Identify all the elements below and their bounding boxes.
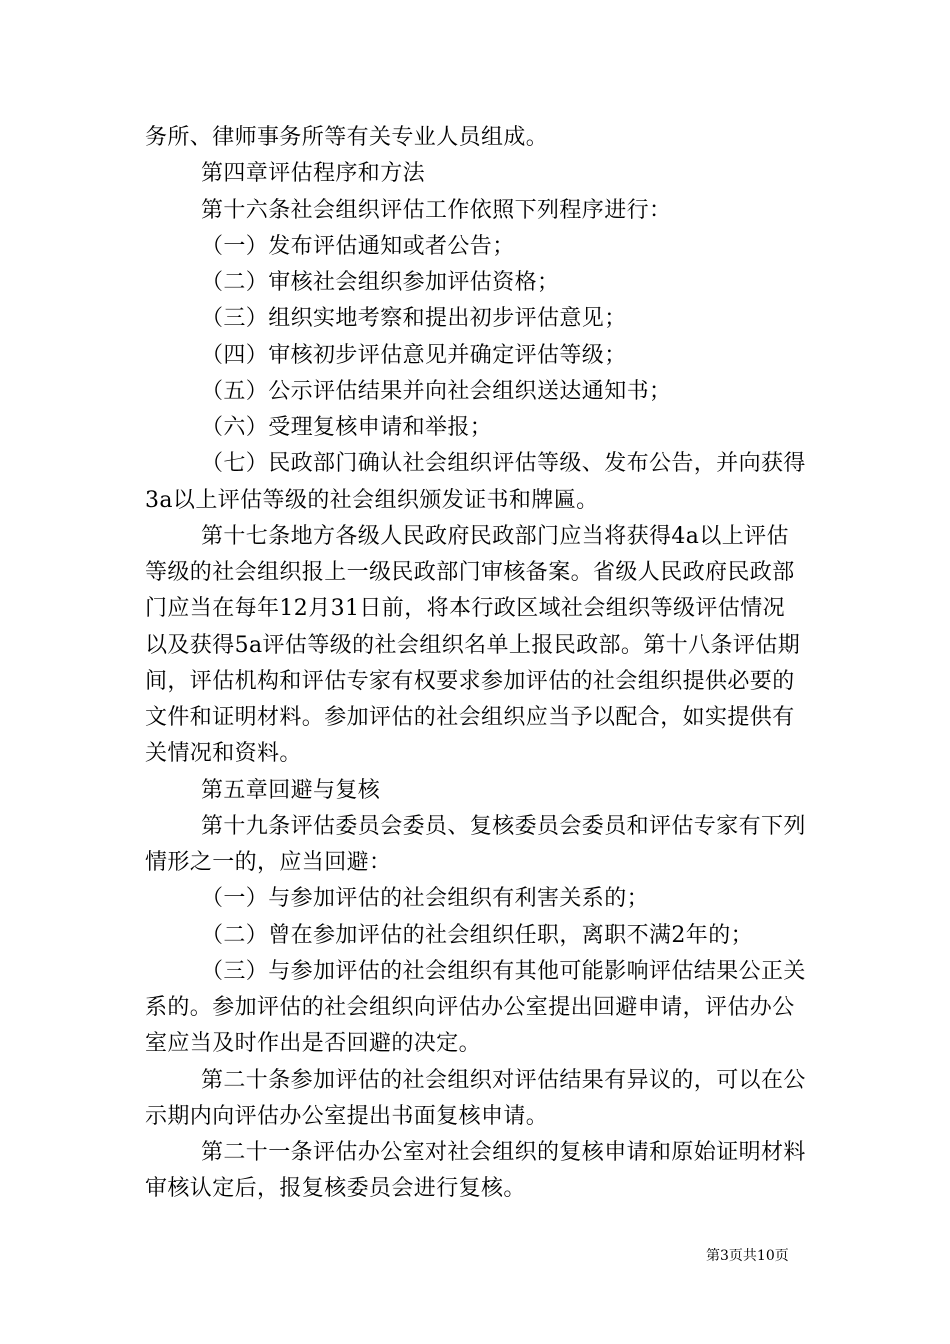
list-item: （三）与参加评估的社会组织有其他可能影响评估结果公正关 — [201, 959, 806, 984]
page-number: 第3页共10页 — [706, 1248, 789, 1264]
article-text: 第二十一条评估办公室对社会组织的复核申请和原始证明材料 — [201, 1140, 806, 1165]
text-line: 关情况和资料。 — [145, 741, 302, 766]
chapter-heading: 第五章回避与复核 — [201, 778, 381, 803]
list-item: （五）公示评估结果并向社会组织送达通知书； — [201, 379, 672, 404]
text-line: 室应当及时作出是否回避的决定。 — [145, 1031, 482, 1056]
list-item: （一）发布评估通知或者公告； — [201, 234, 515, 259]
list-item: （四）审核初步评估意见并确定评估等级； — [201, 343, 627, 368]
text-line: 3a以上评估等级的社会组织颁发证书和牌匾。 — [145, 488, 599, 513]
list-item: （七）民政部门确认社会组织评估等级、发布公告，并向获得 — [201, 451, 806, 476]
list-item: （二）审核社会组织参加评估资格； — [201, 270, 560, 295]
text-line: 系的。参加评估的社会组织向评估办公室提出回避申请，评估办公 — [145, 995, 795, 1020]
chapter-heading: 第四章评估程序和方法 — [201, 161, 426, 186]
text-line: 审核认定后，报复核委员会进行复核。 — [145, 1176, 526, 1201]
list-item: （六）受理复核申请和举报； — [201, 415, 493, 440]
article-text: 第十七条地方各级人民政府民政部门应当将获得4a以上评估 — [201, 524, 789, 549]
text-line: 以及获得5a评估等级的社会组织名单上报民政部。第十八条评估期 — [145, 633, 801, 658]
text-line: 示期内向评估办公室提出书面复核申请。 — [145, 1104, 549, 1129]
text-line: 间，评估机构和评估专家有权要求参加评估的社会组织提供必要的 — [145, 669, 795, 694]
list-item: （三）组织实地考察和提出初步评估意见； — [201, 306, 627, 331]
article-text: 第十六条社会组织评估工作依照下列程序进行： — [201, 198, 672, 223]
text-line: 情形之一的，应当回避： — [145, 850, 392, 875]
list-item: （二）曾在参加评估的社会组织任职，离职不满2年的； — [201, 923, 753, 948]
text-line: 门应当在每年12月31日前，将本行政区域社会组织等级评估情况 — [145, 596, 785, 621]
text-line: 等级的社会组织报上一级民政部门审核备案。省级人民政府民政部 — [145, 560, 795, 585]
text-line: 务所、律师事务所等有关专业人员组成。 — [145, 125, 549, 150]
text-line: 文件和证明材料。参加评估的社会组织应当予以配合，如实提供有 — [145, 705, 795, 730]
article-text: 第二十条参加评估的社会组织对评估结果有异议的，可以在公 — [201, 1068, 806, 1093]
article-text: 第十九条评估委员会委员、复核委员会委员和评估专家有下列 — [201, 814, 806, 839]
list-item: （一）与参加评估的社会组织有利害关系的； — [201, 886, 650, 911]
